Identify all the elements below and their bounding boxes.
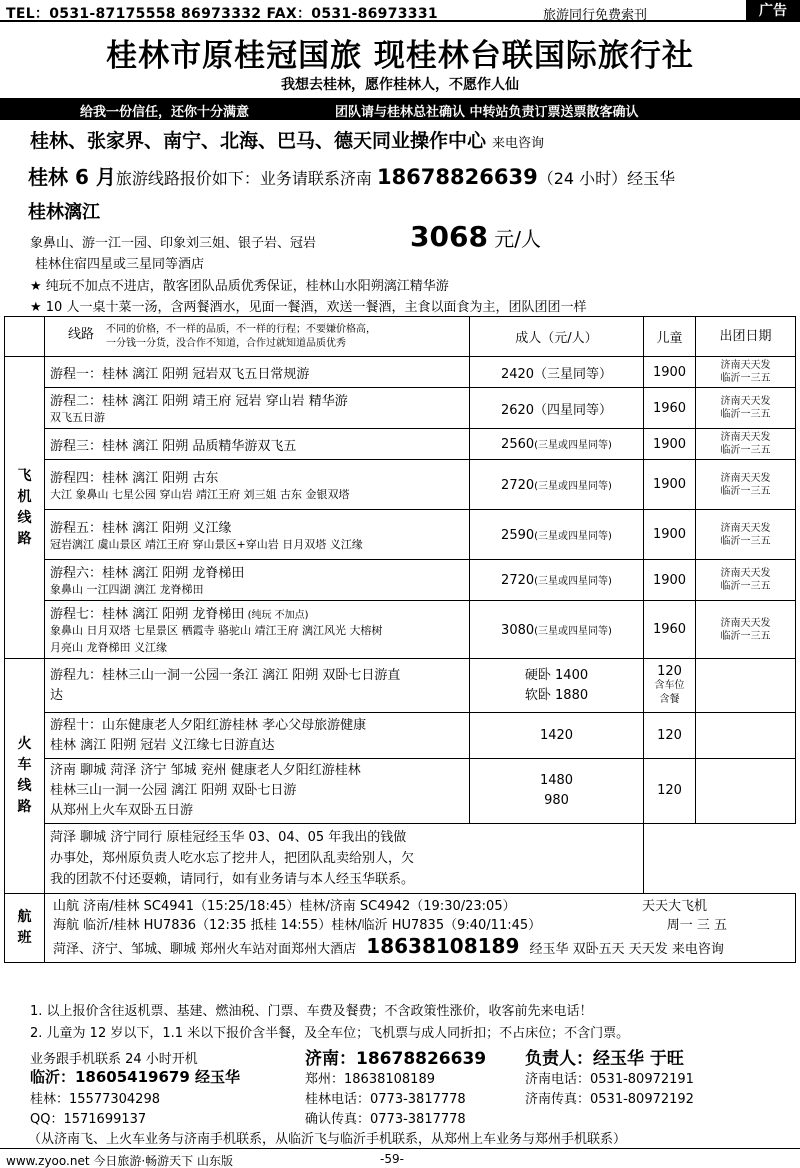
flight-info (45, 894, 796, 963)
child-price: 1900 (644, 510, 696, 560)
adult-price: 1480 980 (470, 759, 644, 824)
route-sights: 象鼻山 一江四湖 漓江 龙脊梯田 (50, 583, 204, 596)
flight-row (5, 894, 796, 963)
adult-price: 硬卧 1400 软卧 1880 (470, 659, 644, 713)
table-header-route (45, 317, 470, 357)
adult-price-cell (470, 601, 644, 659)
adult-price: 2620（四星同等） (500, 402, 613, 418)
jinan-contact (305, 1044, 486, 1069)
ad-badge: 广告 (746, 0, 800, 22)
child-price: 1900 (644, 560, 696, 601)
air-route-cell (45, 601, 470, 659)
lijiang-price-value: 3068 (410, 220, 488, 253)
air-route-row (5, 460, 796, 510)
note-2: 2. 儿童为 12 岁以下，1.1 米以下报价含半餐，及全车位；飞机票与成人同折扣；不占床位；不含门票。 (30, 1026, 630, 1041)
linyi-contact: 临沂：18605419679 经玉华 (30, 1068, 241, 1086)
adult-price-cell (470, 429, 644, 460)
zhengzhou-note-b: 经玉华 双卧五天 天天发 来电咨询 (529, 942, 724, 957)
air-route-row (5, 357, 796, 388)
ops-center-label: 桂林、张家界、南宁、北海、巴马、德天同业操作中心 (30, 130, 487, 152)
route-title: 游程三：桂林 漓江 阳朔 品质精华游双飞五 (50, 438, 297, 454)
air-section-label: 飞 机 线 路 (5, 357, 45, 659)
adult-price-note: (三星或四星同等) (534, 480, 612, 492)
departure-dates: 济南天天发 临沂一三五 (696, 560, 796, 601)
mobile-note: 业务跟手机联系 24 小时开机 (30, 1052, 198, 1067)
adult-price-note: (三星或四星同等) (534, 625, 612, 637)
route-title: 游程五：桂林 漓江 阳朔 义江缘 (50, 520, 232, 536)
table-header-blank (5, 317, 45, 357)
tel-fax-text: TEL：0531-87175558 86973332 FAX：0531-86973331 (6, 6, 438, 22)
departure-dates: 济南天天发 临沂一三五 (696, 388, 796, 429)
confirm-fax: 确认传真：0773-3817778 (305, 1112, 466, 1127)
departure-dates: 济南天天发 临沂一三五 (696, 510, 796, 560)
lijiang-star2: ★ 10 人一桌十菜一汤，含两餐酒水，见面一餐酒，欢送一餐酒，主食以面食为主，团队团团一样 (30, 300, 587, 315)
hn-air-flights: 海航 临沂/桂林 HU7836（12:35 抵桂 14:55）桂林/临沂 HU7835（9:40/11:45） (53, 918, 542, 933)
child-price: 1900 (644, 460, 696, 510)
route-title-note: (纯玩 不加点) (244, 610, 309, 621)
adult-price: 2720 (501, 573, 535, 588)
zhengzhou-phone: 18638108189 (366, 934, 520, 958)
rail-routes (5, 659, 796, 894)
route-header-note1: 不同的价格，不一样的品质，不一样的行程；不要嫌价格高， (106, 323, 377, 335)
adult-price: 3080 (501, 622, 535, 638)
page-number: -59- (380, 1152, 404, 1166)
adult-price-cell (470, 510, 644, 560)
lijiang-price (410, 220, 541, 253)
departure-dates: 济南天天发 临沂一三五 (696, 460, 796, 510)
air-route-cell (45, 560, 470, 601)
blank-cell (644, 824, 796, 894)
air-routes (5, 357, 796, 659)
rail-route-row (5, 824, 796, 894)
adult-price-cell (470, 560, 644, 601)
departure-dates: 济南天天发 临沂一三五 (696, 601, 796, 659)
quote-suffix: （24 小时）经玉华 (537, 169, 676, 188)
route-table (4, 316, 796, 963)
air-route-row (5, 429, 796, 460)
site-text: www.zyoo.net 今日旅游·畅游天下 山东版 (6, 1154, 233, 1168)
adult-price-note: (三星或四星同等) (534, 576, 612, 587)
air-route-cell (45, 510, 470, 560)
air-route-cell (45, 388, 470, 429)
child-price: 120 (657, 783, 682, 798)
lijiang-title: 桂林漓江 (28, 202, 100, 223)
route-title: 游程七：桂林 漓江 阳朔 龙脊梯田 (纯玩 不加点) (50, 607, 309, 622)
rail-route-row (5, 659, 796, 713)
bottom-bar (0, 1148, 800, 1168)
lijiang-star1: ★ 纯玩不加点不进店，散客团队品质优秀保证，桂林山水阳朔漓江精华游 (30, 279, 449, 294)
quote-month: 6 月 (74, 165, 116, 189)
child-price: 1900 (644, 357, 696, 388)
rail-section-label: 火 车 线 路 (5, 659, 45, 894)
page-title: 桂林市原桂冠国旅 现桂林台联国际旅行社 (106, 38, 694, 74)
air-route-row (5, 601, 796, 659)
jinan-label: 济南： (305, 1049, 356, 1069)
air-route-cell (45, 460, 470, 510)
quote-line (28, 161, 675, 190)
air-route-row (5, 560, 796, 601)
adult-price: 2720 (501, 477, 535, 493)
child-price: 120 (657, 663, 682, 679)
rail-route-cell: 游程十：山东健康老人夕阳红游桂林 孝心父母旅游健康 桂林 漓江 阳朔 冠岩 义江缘七日游直达 (45, 713, 470, 759)
departure-dates: 济南天天发 临沂一三五 (696, 429, 796, 460)
route-title: 游程二：桂林 漓江 阳朔 靖王府 冠岩 穿山岩 精华游 (50, 394, 348, 409)
quote-mid: 旅游线路报价如下：业务请联系济南 (115, 169, 377, 188)
air-route-cell (45, 357, 470, 388)
route-title: 游程四：桂林 漓江 阳朔 古东 (50, 470, 219, 486)
adult-price-note: (三星或四星同等) (534, 530, 612, 542)
adult-price-cell (470, 388, 644, 429)
lijiang-hotel: 桂林住宿四星或三星同等酒店 (35, 257, 205, 272)
guilin-mobile: 桂林：15577304298 (30, 1092, 160, 1107)
departure-dates (696, 713, 796, 759)
boss-contact (525, 1044, 684, 1069)
departure-dates (696, 659, 796, 713)
route-title: 游程一：桂林 漓江 阳朔 冠岩双飞五日常规游 (50, 366, 310, 382)
adult-price-cell (470, 460, 644, 510)
top-contact-bar (0, 0, 800, 22)
flight-section-label: 航 班 (5, 894, 45, 963)
zhengzhou-note-a: 菏泽、济宁、邹城、聊城 郑州火车站对面郑州大酒店 (53, 942, 357, 957)
lijiang-sights: 象鼻山、游一江一园、印象刘三姐、银子岩、冠岩 (30, 236, 317, 251)
trust-banner-left: 给我一份信任，还你十分满意 (80, 105, 250, 120)
rail-route-cell: 济南 聊城 菏泽 济宁 邹城 兖州 健康老人夕阳红游桂林 桂林三山一洞一公园 漓江 阳朔 双卧七日游 从郑州上火车双卧五日游 (45, 759, 470, 824)
jinan-phone: 18678826639 (356, 1049, 487, 1069)
child-price: 1900 (644, 429, 696, 460)
note-1: 1. 以上报价含往返机票、基建、燃油税、门票、车费及餐费；不含政策性涨价，收客前先来电话！ (30, 1004, 593, 1019)
jinan-fax: 济南传真：0531-80972192 (525, 1092, 694, 1107)
ops-center-note: 来电咨询 (492, 136, 545, 151)
boss-names: 经玉华 于旺 (593, 1049, 684, 1069)
table-header-adult: 成人（元/人） (470, 317, 644, 357)
route-sights: 大江 象鼻山 七星公园 穿山岩 靖江王府 刘三姐 古东 金银双塔 (50, 487, 350, 501)
air-route-row (5, 510, 796, 560)
jinan-tel: 济南电话：0531-80972191 (525, 1072, 694, 1087)
rail-route-row (5, 713, 796, 759)
zhengzhou-contact: 郑州：18638108189 (305, 1072, 435, 1087)
boss-label: 负责人： (525, 1049, 593, 1069)
departure-dates: 济南天天发 临沂一三五 (696, 357, 796, 388)
child-price-note: 含车位 含餐 (654, 679, 685, 705)
air-route-row (5, 388, 796, 429)
route-header-label: 线路 (68, 326, 95, 342)
lijiang-price-unit: 元/人 (494, 227, 542, 251)
adult-price: 2590 (501, 527, 535, 543)
adult-price: 1420 (470, 713, 644, 759)
table-header-child: 儿童 (644, 317, 696, 357)
rail-note-cell: 菏泽 聊城 济宁同行 原桂冠经玉华 03、04、05 年我出的钱做 办事处，郑州原负责人吃水忘了挖井人，把团队乱卖给别人，欠 我的团款不付还耍赖，请同行，如有业务请与本人经玉华联系。 (45, 824, 644, 894)
sd-air-frequency: 天天大飞机 (641, 899, 707, 914)
table-header-row (5, 317, 796, 357)
route-title: 游程六：桂林 漓江 阳朔 龙脊梯田 (50, 566, 245, 581)
route-header-note2: 一分钱一分货，没合作不知道，合作过就知道品质优秀 (106, 337, 347, 349)
qq-contact: QQ：1571699137 (30, 1112, 147, 1127)
trust-banner (0, 98, 800, 120)
quote-phone: 18678826639 (376, 165, 538, 189)
rail-route-row (5, 759, 796, 824)
child-price-cell (644, 759, 696, 824)
route-sights: 冠岩漓江 虞山景区 靖江王府 穿山景区+穿山岩 日月双塔 义江缘 (50, 537, 363, 551)
rail-route-cell: 游程九：桂林三山一洞一公园一条江 漓江 阳朔 双卧七日游直 达 (45, 659, 470, 713)
child-price-cell (644, 713, 696, 759)
table-header-date: 出团日期 (696, 317, 796, 357)
child-price: 1960 (644, 388, 696, 429)
departure-dates (696, 759, 796, 824)
guilin-tel: 桂林电话：0773-3817778 (305, 1092, 466, 1107)
sd-air-flights: 山航 济南/桂林 SC4941（15:25/18:45）桂林/济南 SC4942（19:30/23:05） (53, 899, 516, 914)
route-sights: 象鼻山 日月双塔 七星景区 栖霞寺 骆驼山 靖江王府 漓江风光 大榕树 月亮山 龙脊梯田 义江缘 (50, 624, 383, 654)
ops-center (30, 126, 544, 153)
adult-price: 2420（三星同等） (500, 366, 613, 382)
adult-price: 2560 (501, 437, 535, 452)
slogan: 我想去桂林，愿作桂林人，不愿作人仙 (281, 77, 519, 93)
trust-banner-right: 团队请与桂林总社确认 中转站负责订票送票散客确认 (335, 105, 639, 120)
air-route-cell (45, 429, 470, 460)
adult-price-cell (470, 357, 644, 388)
child-price-cell (644, 659, 696, 713)
route-sights: 双飞五日游 (50, 411, 105, 424)
adult-price-note: (三星或四星同等) (534, 440, 612, 451)
quote-prefix: 桂林 (28, 165, 75, 189)
child-price: 120 (657, 727, 682, 743)
free-index-text: 旅游同行免费索刊 (543, 8, 648, 23)
child-price: 1960 (644, 601, 696, 659)
contact-footer-note: （从济南飞、上火车业务与济南手机联系，从临沂飞与临沂手机联系，从郑州上车业务与郑州手机联系） (28, 1132, 627, 1147)
hn-air-frequency: 周一 三 五 (666, 918, 727, 933)
